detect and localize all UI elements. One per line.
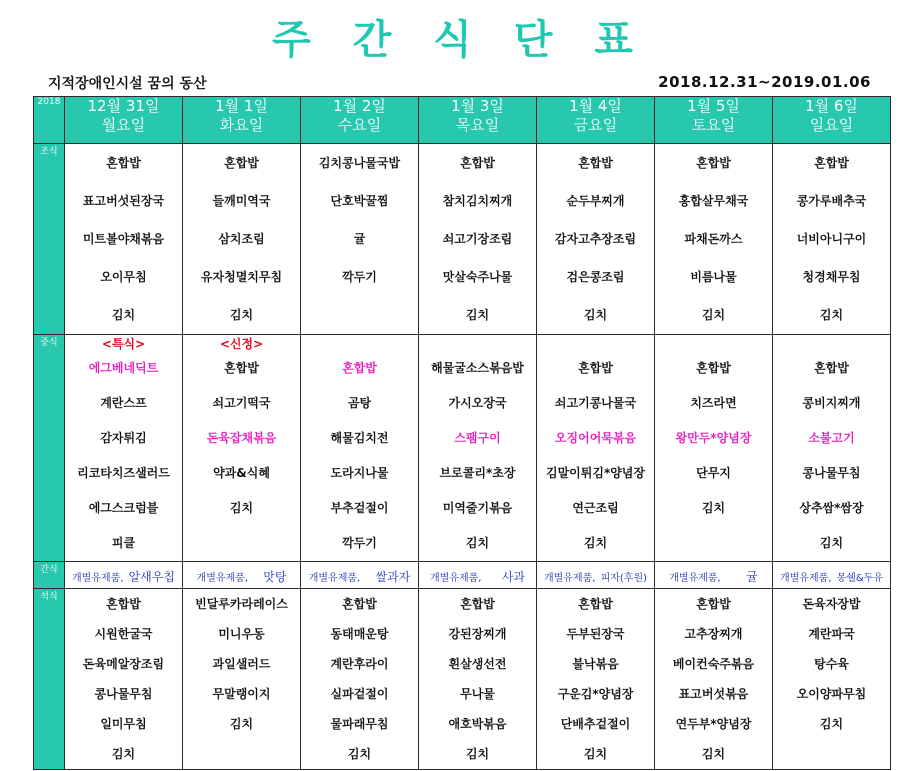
snack-cell xyxy=(301,562,419,589)
day-weekday: 금요일 xyxy=(573,116,618,134)
menu-cell xyxy=(773,144,891,335)
menu-cell xyxy=(183,335,301,562)
menu-item: 혼합밥 xyxy=(224,156,259,170)
menu-cell xyxy=(655,335,773,562)
menu-item: 부추겉절이 xyxy=(330,501,389,515)
menu-item: 김치 xyxy=(111,308,136,322)
menu-item: 혼합밥 xyxy=(696,156,731,170)
menu-item: 강된장찌개 xyxy=(448,627,507,641)
menu-item: 브로콜리*초장 xyxy=(439,466,516,480)
dinner-row xyxy=(34,589,891,770)
menu-cell xyxy=(419,144,537,335)
lunch-row xyxy=(34,335,891,562)
snack-dairy: 개별유제품, xyxy=(543,572,596,584)
snack-dairy: 개별유제품, xyxy=(196,572,249,584)
menu-cell xyxy=(773,589,891,770)
menu-item: 미트볼야채볶음 xyxy=(82,232,165,246)
menu-cell xyxy=(183,589,301,770)
menu-item: 콩나물무침 xyxy=(802,466,861,480)
day-weekday: 목요일 xyxy=(455,116,500,134)
snack-cell xyxy=(65,562,183,589)
menu-cell xyxy=(537,335,655,562)
menu-cell xyxy=(65,335,183,562)
menu-item: 가시오장국 xyxy=(448,396,507,410)
menu-cell xyxy=(773,335,891,562)
menu-item: 표고버섯된장국 xyxy=(82,194,165,208)
day-date: 1월 3일 xyxy=(451,97,504,115)
menu-cell xyxy=(65,144,183,335)
meal-label-snack: 간식 xyxy=(34,562,65,589)
menu-item: 혼합밥 xyxy=(106,156,141,170)
menu-item: 동태매운탕 xyxy=(330,627,389,641)
special-label xyxy=(419,335,536,351)
day-date: 1월 6일 xyxy=(805,97,858,115)
weekly-menu-table xyxy=(33,96,891,770)
menu-item: 김치 xyxy=(465,536,490,550)
menu-item: 쇠고기콩나물국 xyxy=(554,396,637,410)
menu-item: 참치김치찌개 xyxy=(442,194,513,208)
menu-item: 김치 xyxy=(111,747,136,761)
day-header xyxy=(773,97,891,144)
menu-item: 콩가루배추국 xyxy=(796,194,867,208)
date-range: 2018.12.31~2019.01.06 xyxy=(658,73,871,91)
day-date: 1월 5일 xyxy=(687,97,740,115)
menu-item: 콩나물무침 xyxy=(94,687,153,701)
menu-item: 홍합살무채국 xyxy=(678,194,749,208)
page-title: 주 간 식 단 표 xyxy=(272,17,647,63)
menu-item: 김치 xyxy=(583,308,608,322)
menu-item: 콩비지찌개 xyxy=(802,396,861,410)
menu-item: 단호박꿀찜 xyxy=(330,194,389,208)
menu-item: 김치 xyxy=(465,747,490,761)
menu-item: 혼합밥 xyxy=(460,597,495,611)
menu-item: 김치콩나물국밥 xyxy=(318,156,401,170)
menu-item-highlighted: 왕만두*양념장 xyxy=(675,431,752,445)
menu-item: 맛살숙주나물 xyxy=(442,270,513,284)
year-cell: 2018 xyxy=(34,97,65,144)
menu-item: 리코타치즈샐러드 xyxy=(77,466,170,480)
menu-item: 김치 xyxy=(347,747,372,761)
menu-item: 해물김치전 xyxy=(330,431,389,445)
day-header xyxy=(419,97,537,144)
menu-item: 단무지 xyxy=(696,466,731,480)
menu-item: 베이컨숙주볶음 xyxy=(672,657,755,671)
day-weekday: 일요일 xyxy=(809,116,854,134)
menu-item: 감자튀김 xyxy=(100,431,147,445)
menu-item: 혼합밥 xyxy=(696,597,731,611)
meal-label-lunch: 중식 xyxy=(34,335,65,562)
snack-item: 몽쉘&두유 xyxy=(836,572,884,584)
menu-item: 연근조림 xyxy=(572,501,619,515)
menu-item: 청경채무침 xyxy=(802,270,861,284)
snack-cell xyxy=(655,562,773,589)
menu-item: 시원한굴국 xyxy=(94,627,153,641)
menu-item: 김치 xyxy=(819,536,844,550)
menu-item: 김치 xyxy=(819,717,844,731)
menu-item: 계란후라이 xyxy=(330,657,389,671)
menu-item: 표고버섯볶음 xyxy=(678,687,749,701)
menu-item: 김치 xyxy=(229,501,254,515)
menu-item: 너비아니구이 xyxy=(796,232,867,246)
menu-item: 깍두기 xyxy=(342,536,377,550)
menu-cell xyxy=(183,144,301,335)
snack-row xyxy=(34,562,891,589)
menu-item: 돈육메알장조림 xyxy=(82,657,165,671)
menu-item: 혼합밥 xyxy=(578,156,613,170)
menu-item: 미역줄기볶음 xyxy=(442,501,513,515)
special-label xyxy=(537,335,654,351)
special-label xyxy=(773,335,890,351)
snack-dairy: 개별유제품, xyxy=(429,572,482,584)
snack-cell xyxy=(773,562,891,589)
snack-item: 사과 xyxy=(501,569,525,584)
special-label: <신정> xyxy=(219,337,264,351)
snack-item: 피자(후원) xyxy=(600,572,648,584)
menu-item: 불낙볶음 xyxy=(572,657,619,671)
menu-cell xyxy=(65,589,183,770)
menu-item: 감자고추장조림 xyxy=(554,232,637,246)
day-weekday: 화요일 xyxy=(219,116,264,134)
menu-item: 김치 xyxy=(465,308,490,322)
menu-item: 유자청멸치무침 xyxy=(200,270,283,284)
menu-item: 고추장찌개 xyxy=(684,627,743,641)
menu-cell xyxy=(655,144,773,335)
menu-item-highlighted: 혼합밥 xyxy=(342,361,377,375)
snack-dairy: 개별유제품, xyxy=(779,572,832,584)
menu-item: 깍두기 xyxy=(342,270,377,284)
menu-item: 치즈라면 xyxy=(690,396,737,410)
menu-item: 귤 xyxy=(353,232,366,246)
menu-item: 파채돈까스 xyxy=(684,232,743,246)
day-date: 12월 31일 xyxy=(87,97,160,115)
menu-cell xyxy=(537,144,655,335)
menu-item: 과일샐러드 xyxy=(212,657,271,671)
menu-item: 무말랭이지 xyxy=(212,687,271,701)
menu-item: 탕수육 xyxy=(814,657,849,671)
menu-item: 피클 xyxy=(111,536,136,550)
menu-item: 삼치조림 xyxy=(218,232,265,246)
snack-cell xyxy=(419,562,537,589)
menu-item: 김치 xyxy=(701,747,726,761)
snack-item: 맛탕 xyxy=(263,569,287,584)
menu-item: 물파래무침 xyxy=(330,717,389,731)
menu-item: 혼합밥 xyxy=(106,597,141,611)
special-label xyxy=(655,335,772,351)
meal-label-dinner: 석식 xyxy=(34,589,65,770)
menu-cell xyxy=(419,335,537,562)
menu-cell xyxy=(301,144,419,335)
menu-item: 연두부*양념장 xyxy=(675,717,752,731)
menu-item: 미니우동 xyxy=(218,627,265,641)
day-date: 1월 4일 xyxy=(569,97,622,115)
special-label: <특식> xyxy=(101,337,146,351)
snack-dairy: 개별유제품, xyxy=(308,572,361,584)
menu-item: 쇠고기떡국 xyxy=(212,396,271,410)
day-header xyxy=(301,97,419,144)
snack-item: 알새우칩 xyxy=(128,569,175,584)
menu-item-highlighted: 돈육잡채볶음 xyxy=(206,431,277,445)
menu-cell xyxy=(301,335,419,562)
menu-item: 들깨미역국 xyxy=(212,194,271,208)
menu-item: 김말이튀김*양념장 xyxy=(545,466,645,480)
menu-item: 혼합밥 xyxy=(460,156,495,170)
menu-item: 김치 xyxy=(229,308,254,322)
day-header xyxy=(65,97,183,144)
menu-item: 상추쌈*쌈장 xyxy=(799,501,864,515)
snack-cell xyxy=(537,562,655,589)
snack-item: 귤 xyxy=(746,569,758,584)
organization-name: 지적장애인시설 꿈의 동산 xyxy=(48,76,207,92)
menu-item: 검은콩조림 xyxy=(566,270,625,284)
menu-item-highlighted: 소불고기 xyxy=(808,431,855,445)
menu-item-highlighted: 스팸구이 xyxy=(454,431,501,445)
menu-item: 혼합밥 xyxy=(814,156,849,170)
day-date: 1월 1일 xyxy=(215,97,268,115)
menu-item: 흰살생선전 xyxy=(448,657,507,671)
menu-item: 오이무침 xyxy=(100,270,147,284)
menu-cell xyxy=(537,589,655,770)
menu-item: 도라지나물 xyxy=(330,466,389,480)
menu-item: 구운김*양념장 xyxy=(557,687,634,701)
menu-item: 약과&식혜 xyxy=(213,466,270,480)
day-header xyxy=(183,97,301,144)
menu-item: 단배추겉절이 xyxy=(560,717,631,731)
menu-item: 혼합밥 xyxy=(578,361,613,375)
menu-item: 무나물 xyxy=(460,687,495,701)
menu-item: 혼합밥 xyxy=(224,361,259,375)
menu-item: 에그스크럼블 xyxy=(88,501,159,515)
menu-cell xyxy=(419,589,537,770)
menu-item: 두부된장국 xyxy=(566,627,625,641)
breakfast-row xyxy=(34,144,891,335)
menu-item: 김치 xyxy=(229,717,254,731)
special-label xyxy=(301,335,418,351)
menu-item: 일미무침 xyxy=(100,717,147,731)
day-header xyxy=(537,97,655,144)
menu-item: 김치 xyxy=(701,501,726,515)
snack-item: 쌀과자 xyxy=(375,569,411,584)
menu-item: 혼합밥 xyxy=(342,597,377,611)
menu-item: 계란스프 xyxy=(100,396,147,410)
day-weekday: 월요일 xyxy=(101,116,146,134)
menu-item: 순두부찌개 xyxy=(566,194,625,208)
meal-label-breakfast: 조식 xyxy=(34,144,65,335)
day-date: 1월 2일 xyxy=(333,97,386,115)
menu-item: 김치 xyxy=(583,536,608,550)
snack-cell xyxy=(183,562,301,589)
menu-item: 김치 xyxy=(583,747,608,761)
menu-item: 곰탕 xyxy=(347,396,372,410)
menu-item: 오이양파무침 xyxy=(796,687,867,701)
menu-item-highlighted: 오징어어묵볶음 xyxy=(554,431,637,445)
menu-cell xyxy=(655,589,773,770)
menu-cell xyxy=(301,589,419,770)
day-weekday: 수요일 xyxy=(337,116,382,134)
menu-item: 혼합밥 xyxy=(578,597,613,611)
menu-item: 애호박볶음 xyxy=(448,717,507,731)
menu-item: 빈달루카라레이스 xyxy=(195,597,288,611)
menu-item: 비름나물 xyxy=(690,270,737,284)
menu-item: 김치 xyxy=(819,308,844,322)
menu-item: 혼합밥 xyxy=(696,361,731,375)
snack-dairy: 개별유제품, xyxy=(72,572,124,584)
day-header xyxy=(655,97,773,144)
menu-item: 쇠고기장조림 xyxy=(442,232,513,246)
menu-item: 해물굴소스볶음밥 xyxy=(431,361,524,375)
menu-item: 혼합밥 xyxy=(814,361,849,375)
menu-item: 김치 xyxy=(701,308,726,322)
menu-item: 계란파국 xyxy=(808,627,855,641)
header-row xyxy=(34,97,891,144)
menu-item: 실파겉절이 xyxy=(330,687,389,701)
menu-item: 돈육자장밥 xyxy=(802,597,861,611)
day-weekday: 토요일 xyxy=(691,116,736,134)
snack-dairy: 개별유제품, xyxy=(669,572,721,584)
menu-item-highlighted: 에그베네딕트 xyxy=(88,361,159,375)
